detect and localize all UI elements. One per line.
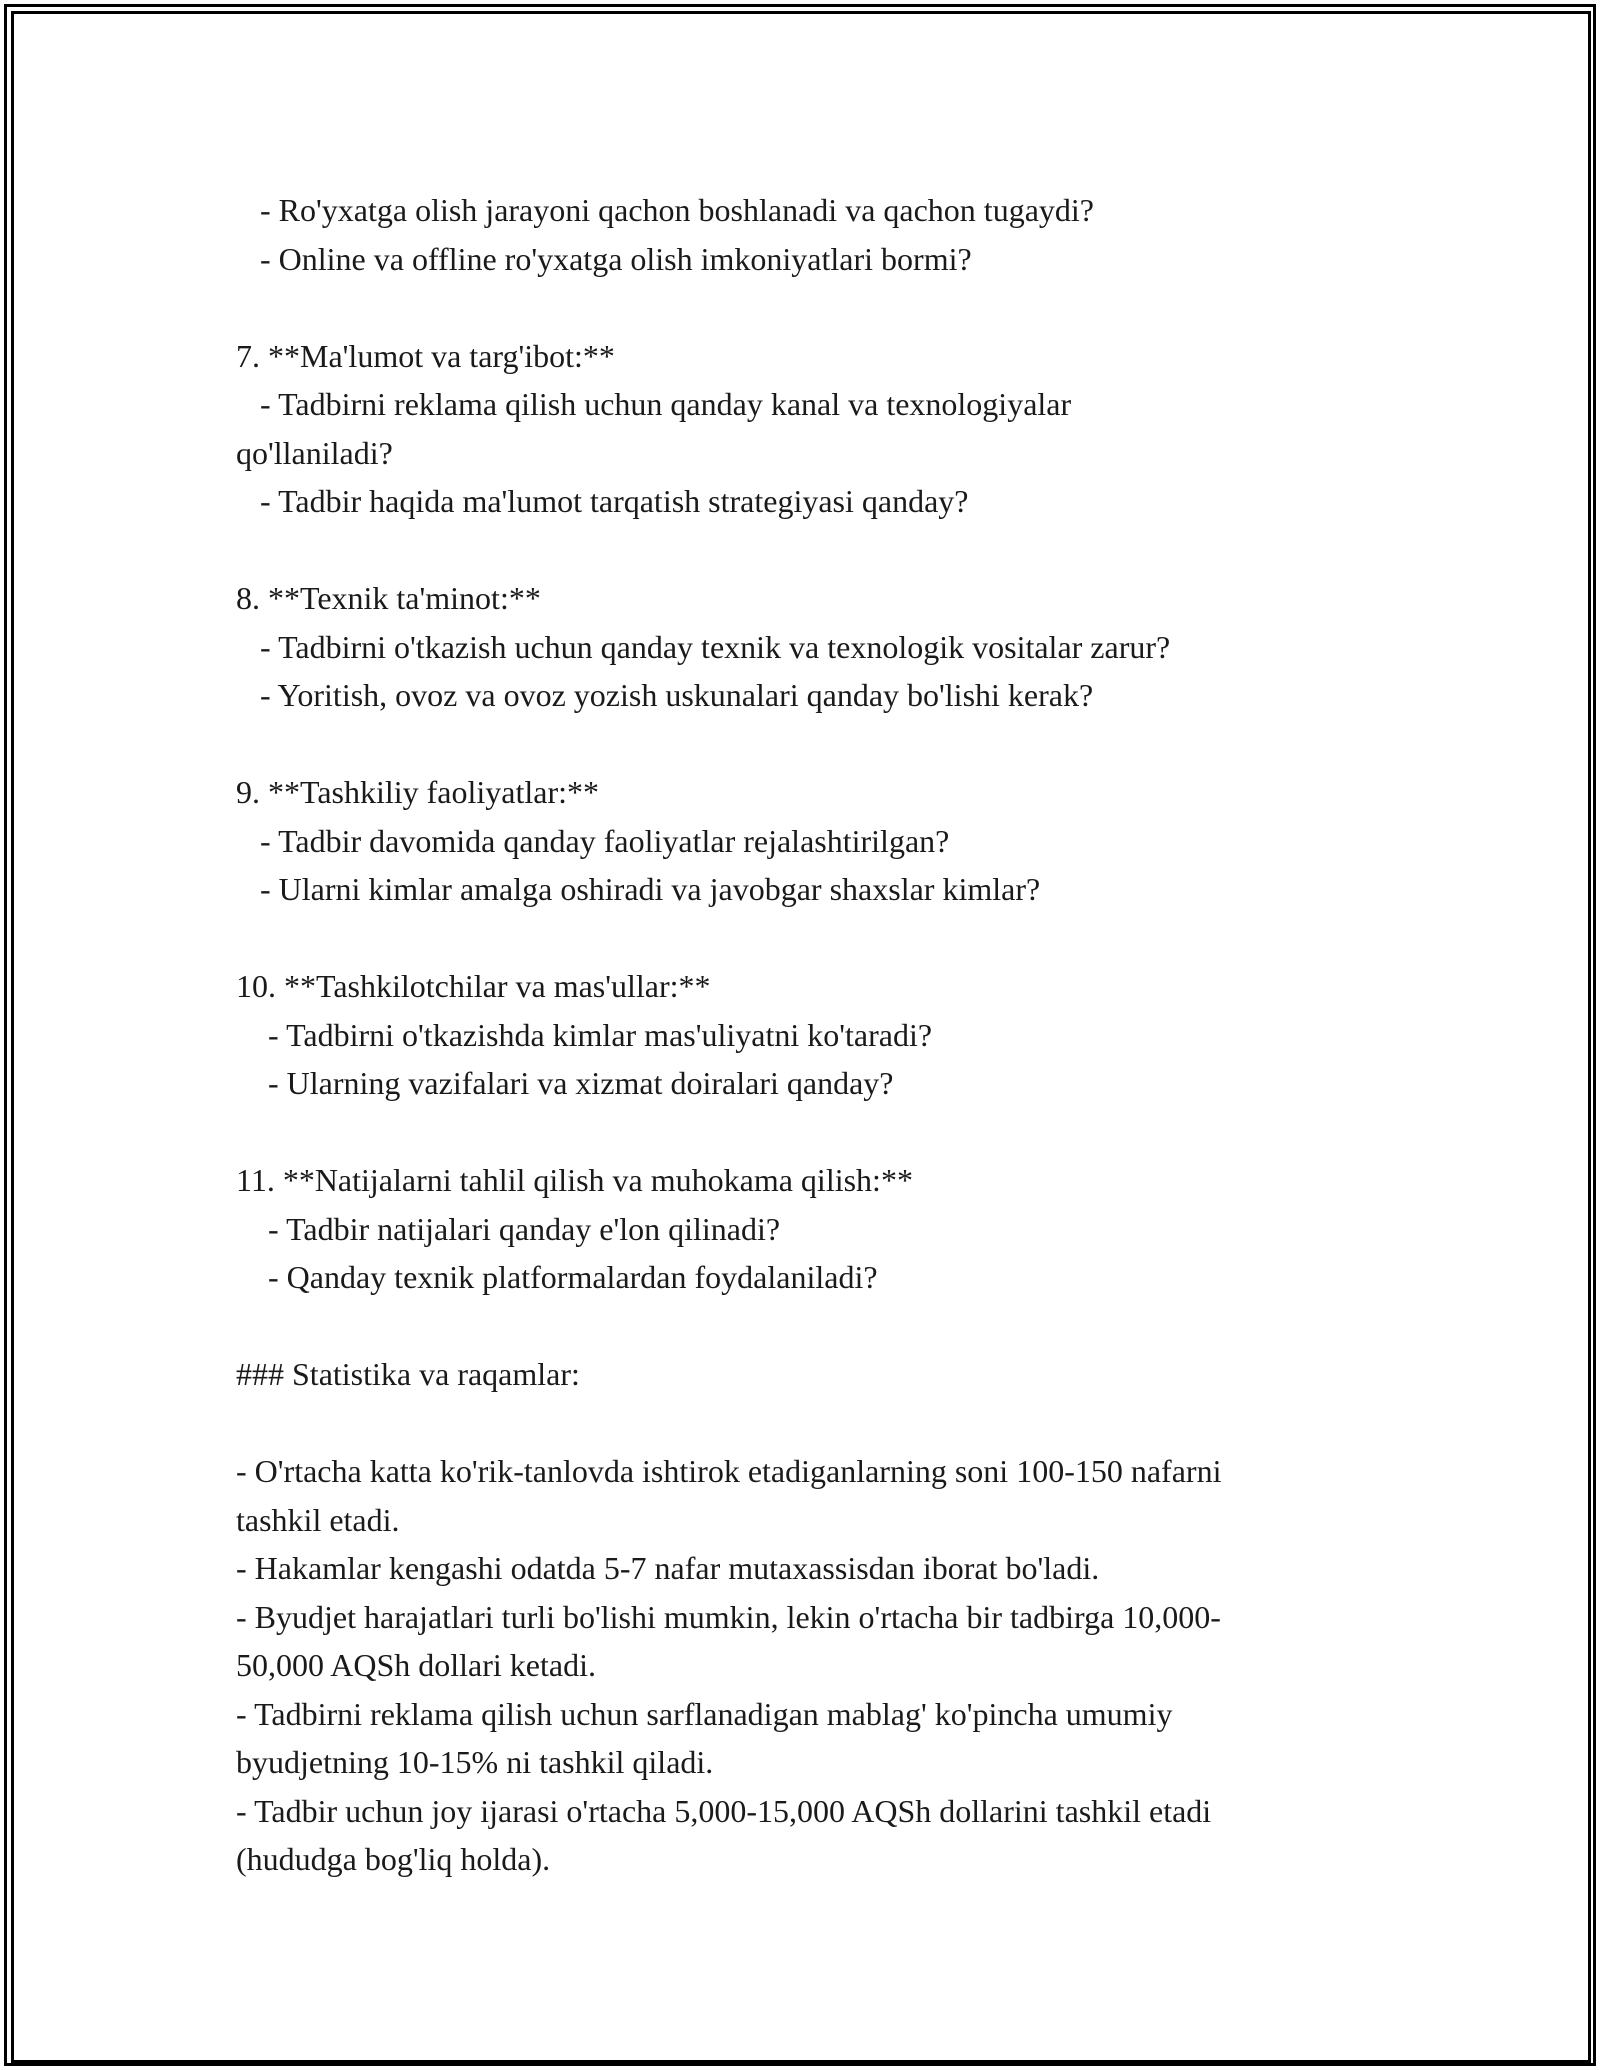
text-line: - Tadbir uchun joy ijarasi o'rtacha 5,000-15,000 AQSh dollarini tashkil etadi <box>236 1792 1212 1829</box>
text-line: tashkil etadi. <box>236 1501 400 1538</box>
text-line: - Tadbirni reklama qilish uchun sarflanadigan mablag' ko'pincha umumiy <box>236 1695 1173 1732</box>
text-line: - Qanday texnik platformalardan foydalaniladi? <box>236 1259 878 1295</box>
text-line: byudjetning 10-15% ni tashkil qiladi. <box>236 1744 714 1780</box>
blank-line <box>236 914 1416 963</box>
blank-line <box>236 1399 1416 1448</box>
text-line: - Tadbir davomida qanday faoliyatlar rejalashtirilgan? <box>236 822 950 859</box>
blank-line <box>236 720 1416 769</box>
text-line: - Hakamlar kengashi odatda 5-7 nafar mutaxassisdan iborat bo'ladi. <box>236 1550 1100 1586</box>
document-body <box>236 186 1416 1884</box>
text-line: - O'rtacha katta ko'rik-tanlovda ishtirok etadiganlarning soni 100-150 nafarni <box>236 1453 1222 1489</box>
text-line: 50,000 AQSh dollari ketadi. <box>236 1647 596 1683</box>
text-line: - Tadbir natijalari qanday e'lon qilinadi? <box>236 1210 781 1247</box>
text-line: - Tadbirni o'tkazishda kimlar mas'uliyatni ko'taradi? <box>236 1016 933 1053</box>
blank-line <box>236 526 1416 575</box>
blank-line <box>236 1108 1416 1157</box>
text-line: - Tadbirni reklama qilish uchun qanday kanal va texnologiyalar <box>236 386 1072 422</box>
section-heading: 11. **Natijalarni tahlil qilish va muhokama qilish:** <box>236 1162 913 1198</box>
section-heading: 9. **Tashkiliy faoliyatlar:** <box>236 774 600 810</box>
text-line: - Tadbir haqida ma'lumot tarqatish strategiyasi qanday? <box>236 483 969 519</box>
section-heading: 7. **Ma'lumot va targ'ibot:** <box>236 337 615 374</box>
blank-line <box>236 1302 1416 1351</box>
text-line: - Ro'yxatga olish jarayoni qachon boshlanadi va qachon tugaydi? <box>236 192 1094 228</box>
text-line: qo'llaniladi? <box>236 434 393 471</box>
text-line: (hududga bog'liq holda). <box>236 1841 551 1877</box>
text-line: - Byudjet harajatlari turli bo'lishi mumkin, lekin o'rtacha bir tadbirga 10,000- <box>236 1598 1221 1635</box>
text-line: - Ularni kimlar amalga oshiradi va javobgar shaxslar kimlar? <box>236 871 1041 907</box>
text-line: - Online va offline ro'yxatga olish imkoniyatlari bormi? <box>236 240 972 277</box>
text-line: - Tadbirni o'tkazish uchun qanday texnik va texnologik vositalar zarur? <box>236 628 1171 665</box>
blank-line <box>236 283 1416 332</box>
section-heading: ### Statistika va raqamlar: <box>236 1356 580 1392</box>
text-line: - Ularning vazifalari va xizmat doiralari qanday? <box>236 1065 894 1101</box>
text-line: - Yoritish, ovoz va ovoz yozish uskunalari qanday bo'lishi kerak? <box>236 677 1094 713</box>
section-heading: 8. **Texnik ta'minot:** <box>236 580 541 616</box>
section-heading: 10. **Tashkilotchilar va mas'ullar:** <box>236 968 711 1004</box>
